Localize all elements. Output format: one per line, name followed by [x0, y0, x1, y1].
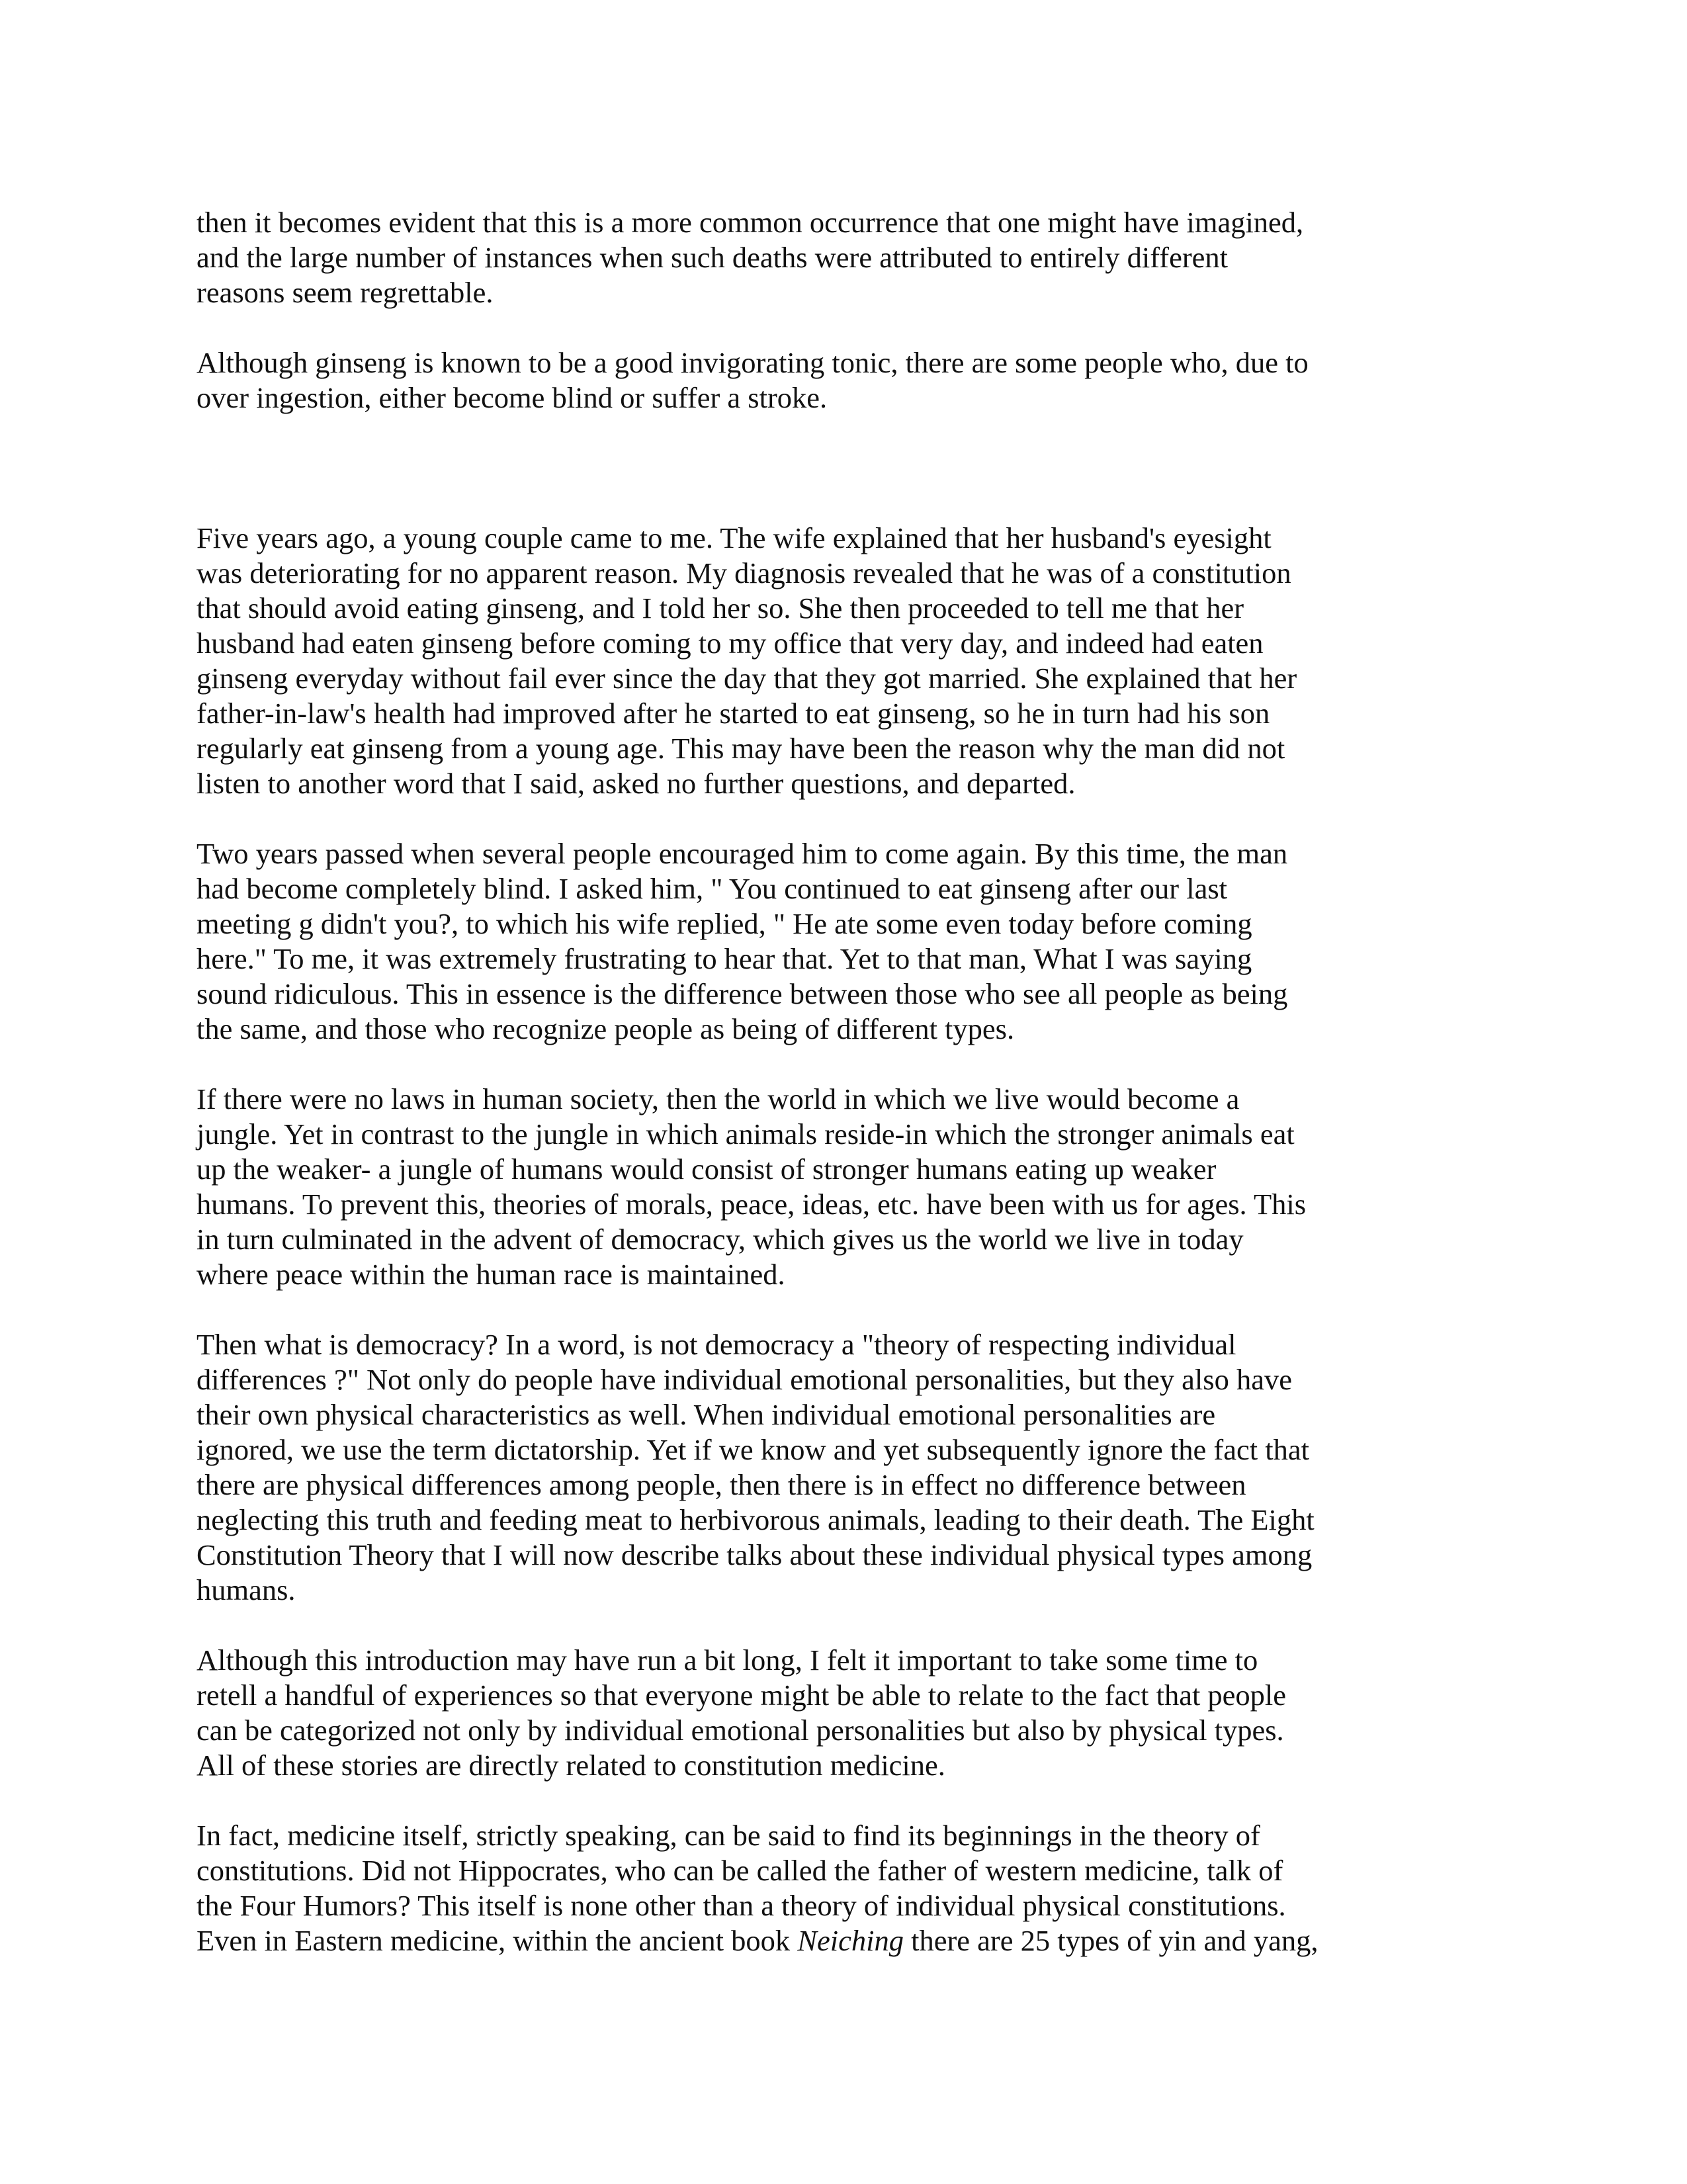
text-line: Then what is democracy? In a word, is not democracy a "theory of respecting individual	[196, 1328, 1236, 1361]
text-line: humans. To prevent this, theories of morals, peace, ideas, etc. have been with us for ages. This	[196, 1188, 1307, 1221]
text-line: All of these stories are directly related to constitution medicine.	[196, 1749, 945, 1782]
paragraph-1	[196, 205, 1381, 310]
text-line: Although ginseng is known to be a good invigorating tonic, there are some people who, due to	[196, 346, 1309, 379]
text-line: neglecting this truth and feeding meat to herbivorous animals, leading to their death. The Eight	[196, 1503, 1315, 1536]
text-line: In fact, medicine itself, strictly speaking, can be said to find its beginnings in the theory of	[196, 1819, 1260, 1852]
text-line: jungle. Yet in contrast to the jungle in which animals reside-in which the stronger animals eat	[196, 1117, 1295, 1151]
paragraph-2	[196, 345, 1381, 415]
text-line: regularly eat ginseng from a young age. This may have been the reason why the man did not	[196, 732, 1285, 765]
paragraph-spacer	[196, 1292, 1381, 1327]
text-line: husband had eaten ginseng before coming to my office that very day, and indeed had eaten	[196, 627, 1264, 660]
text-line: where peace within the human race is maintained.	[196, 1258, 785, 1291]
text-line: Two years passed when several people encouraged him to come again. By this time, the man	[196, 837, 1288, 870]
document-body	[196, 205, 1381, 1958]
text-line: there are physical differences among people, then there is in effect no difference between	[196, 1468, 1246, 1501]
text-line: over ingestion, either become blind or suffer a stroke.	[196, 381, 828, 414]
text-line: ginseng everyday without fail ever since the day that they got married. She explained that her	[196, 662, 1297, 695]
text-line: had become completely blind. I asked him, " You continued to eat ginseng after our last	[196, 872, 1227, 905]
text-segment: there are 25 types of yin and yang,	[903, 1924, 1319, 1957]
text-line: reasons seem regrettable.	[196, 276, 494, 309]
text-line: their own physical characteristics as well. When individual emotional personalities are	[196, 1398, 1216, 1431]
book-title: Neiching	[797, 1924, 904, 1957]
text-line: Constitution Theory that I will now describe talks about these individual physical types among	[196, 1538, 1313, 1571]
text-line: in turn culminated in the advent of democracy, which gives us the world we live in today	[196, 1223, 1244, 1256]
text-line: Five years ago, a young couple came to me. The wife explained that her husband's eyesight	[196, 521, 1272, 554]
text-line-with-italic	[196, 1923, 1381, 1958]
text-line: that should avoid eating ginseng, and I told her so. She then proceeded to tell me that her	[196, 591, 1244, 625]
text-line: here." To me, it was extremely frustrating to hear that. Yet to that man, What I was saying	[196, 942, 1252, 975]
text-line: and the large number of instances when such deaths were attributed to entirely different	[196, 241, 1229, 274]
paragraph-spacer	[196, 310, 1381, 345]
text-line: the same, and those who recognize people as being of different types.	[196, 1012, 1015, 1045]
paragraph-spacer	[196, 1783, 1381, 1818]
text-line: listen to another word that I said, asked no further questions, and departed.	[196, 767, 1076, 800]
text-line: humans.	[196, 1573, 296, 1606]
text-line: Although this introduction may have run a bit long, I felt it important to take some time to	[196, 1643, 1258, 1677]
text-line: father-in-law's health had improved after he started to eat ginseng, so he in turn had his son	[196, 697, 1270, 730]
paragraph-5	[196, 1082, 1381, 1292]
paragraph-6	[196, 1327, 1381, 1608]
text-line: ignored, we use the term dictatorship. Yet if we know and yet subsequently ignore the fact that	[196, 1433, 1309, 1466]
section-spacer	[196, 415, 1381, 521]
paragraph-4	[196, 836, 1381, 1047]
text-segment: Even in Eastern medicine, within the ancient book	[196, 1924, 798, 1957]
text-line: If there were no laws in human society, then the world in which we live would become a	[196, 1082, 1240, 1115]
paragraph-8	[196, 1818, 1381, 1958]
text-line: differences ?" Not only do people have individual emotional personalities, but they also have	[196, 1363, 1292, 1396]
text-line: retell a handful of experiences so that everyone might be able to relate to the fact that people	[196, 1679, 1287, 1712]
text-line: meeting g didn't you?, to which his wife replied, " He ate some even today before coming	[196, 907, 1252, 940]
text-line: then it becomes evident that this is a more common occurrence that one might have imagined,	[196, 206, 1304, 239]
paragraph-7	[196, 1643, 1381, 1783]
text-line: up the weaker- a jungle of humans would consist of stronger humans eating up weaker	[196, 1153, 1217, 1186]
paragraph-spacer	[196, 1047, 1381, 1082]
text-line: can be categorized not only by individual emotional personalities but also by physical types.	[196, 1714, 1284, 1747]
paragraph-spacer	[196, 1608, 1381, 1643]
paragraph-3	[196, 521, 1381, 801]
text-line: was deteriorating for no apparent reason. My diagnosis revealed that he was of a constitution	[196, 556, 1291, 590]
text-line: constitutions. Did not Hippocrates, who can be called the father of western medicine, talk of	[196, 1854, 1283, 1887]
paragraph-spacer	[196, 801, 1381, 836]
text-line: sound ridiculous. This in essence is the difference between those who see all people as being	[196, 977, 1288, 1010]
text-line: the Four Humors? This itself is none other than a theory of individual physical constitutions.	[196, 1889, 1286, 1922]
